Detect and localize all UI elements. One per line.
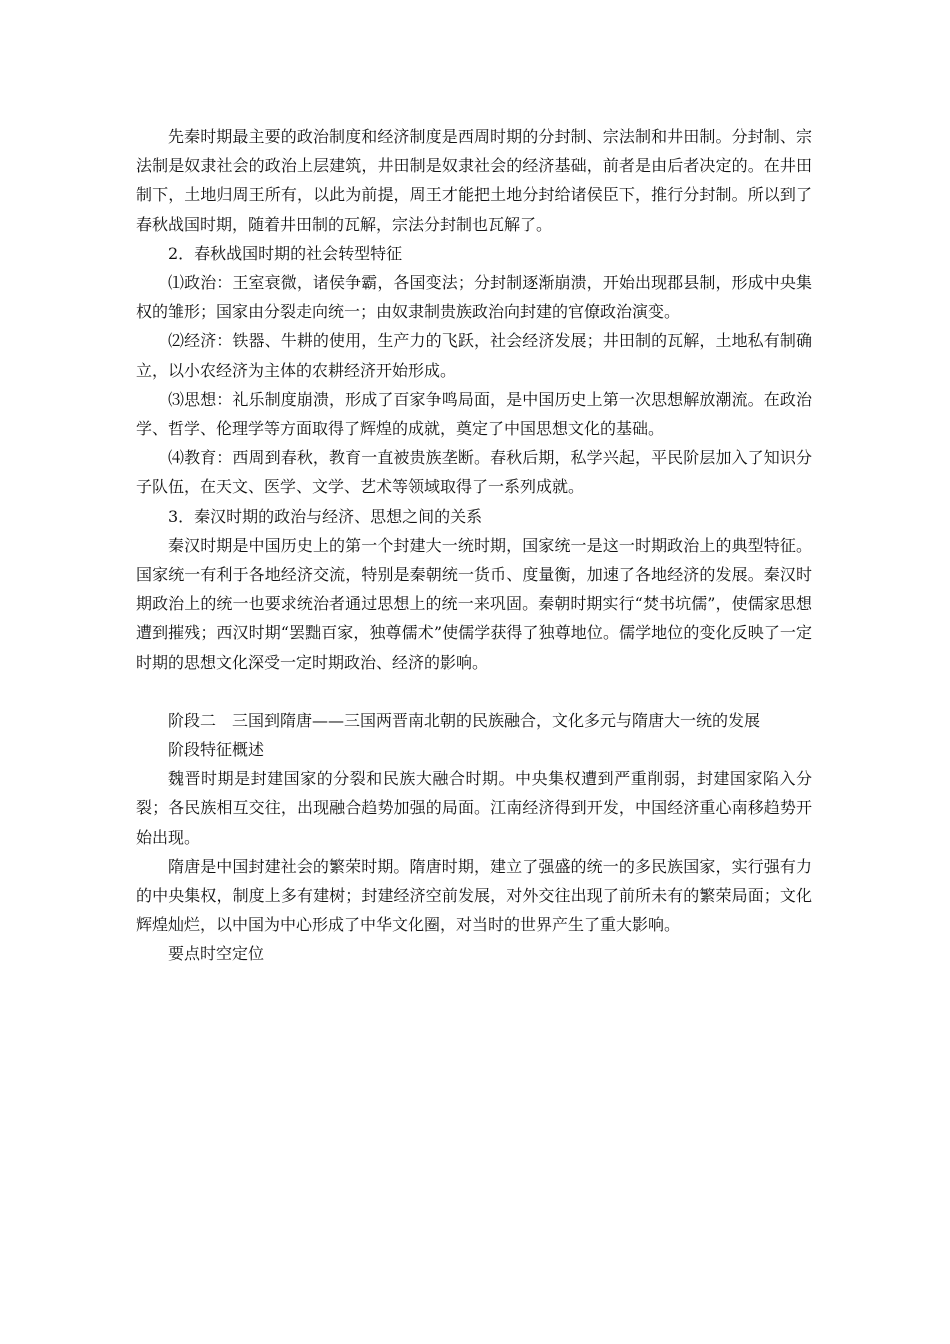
economy-item: ⑵经济：铁器、牛耕的使用，生产力的飞跃，社会经济发展；井田制的瓦解，土地私有制确立，以小农经济为主体的农耕经济开始形成。 — [136, 331, 812, 380]
heading-spring-autumn-transition: 2．春秋战国时期的社会转型特征 — [168, 243, 403, 263]
key-points-heading: 要点时空定位 — [168, 944, 265, 964]
document-page — [136, 122, 812, 969]
overview-heading: 阶段特征概述 — [168, 740, 265, 760]
education-item: ⑷教育：西周到春秋，教育一直被贵族垄断。春秋后期，私学兴起，平民阶层加入了知识分子队伍，在天文、医学、文学、艺术等领域取得了一系列成就。 — [136, 448, 812, 497]
section-gap — [136, 677, 812, 706]
sui-tang-paragraph: 隋唐是中国封建社会的繁荣时期。隋唐时期，建立了强盛的统一的多民族国家，实行强有力的中央集权，制度上多有建树；封建经济空前发展，对外交往出现了前所未有的繁荣局面；文化辉煌灿烂，以中国为中心形成了中华文化圈，对当时的世界产生了重大影响。 — [136, 856, 812, 935]
thought-item: ⑶思想：礼乐制度崩溃，形成了百家争鸣局面，是中国历史上第一次思想解放潮流。在政治学、哲学、伦理学等方面取得了辉煌的成就，奠定了中国思想文化的基础。 — [136, 389, 812, 439]
qin-han-paragraph: 秦汉时期是中国历史上的第一个封建大一统时期，国家统一是这一时期政治上的典型特征。国家统一有利于各地经济交流，特别是秦朝统一货币、度量衡，加速了各地经济的发展。秦汉时期政治上的统一也要求统治者通过思想上的统一来巩固。秦朝时期实行“焚书坑儒”，使儒家思想遭到摧残；西汉时期“罢黜百家，独尊儒术”使儒学获得了独尊地位。儒学地位的变化反映了一定时期的思想文化深受一定时期政治、经济的影响。 — [136, 535, 812, 672]
heading-qin-han-relations: 3．秦汉时期的政治与经济、思想之间的关系 — [168, 506, 483, 526]
politics-item: ⑴政治：王室衰微，诸侯争霸，各国变法；分封制逐渐崩溃，开始出现郡县制，形成中央集权的雏形；国家由分裂走向统一；由奴隶制贵族政治向封建的官僚政治演变。 — [136, 273, 812, 322]
stage-two-title: 阶段二 三国到隋唐——三国两晋南北朝的民族融合，文化多元与隋唐大一统的发展 — [168, 710, 761, 730]
wei-jin-paragraph: 魏晋时期是封建国家的分裂和民族大融合时期。中央集权遭到严重削弱，封建国家陷入分裂；各民族相互交往，出现融合趋势加强的局面。江南经济得到开发，中国经济重心南移趋势开始出现。 — [136, 769, 812, 847]
intro-paragraph: 先秦时期最主要的政治制度和经济制度是西周时期的分封制、宗法制和井田制。分封制、宗法制是奴隶社会的政治上层建筑，井田制是奴隶社会的经济基础，前者是由后者决定的。在井田制下，土地归周王所有，以此为前提，周王才能把土地分封给诸侯臣下，推行分封制。所以到了春秋战国时期，随着井田制的瓦解，宗法分封制也瓦解了。 — [136, 127, 812, 234]
